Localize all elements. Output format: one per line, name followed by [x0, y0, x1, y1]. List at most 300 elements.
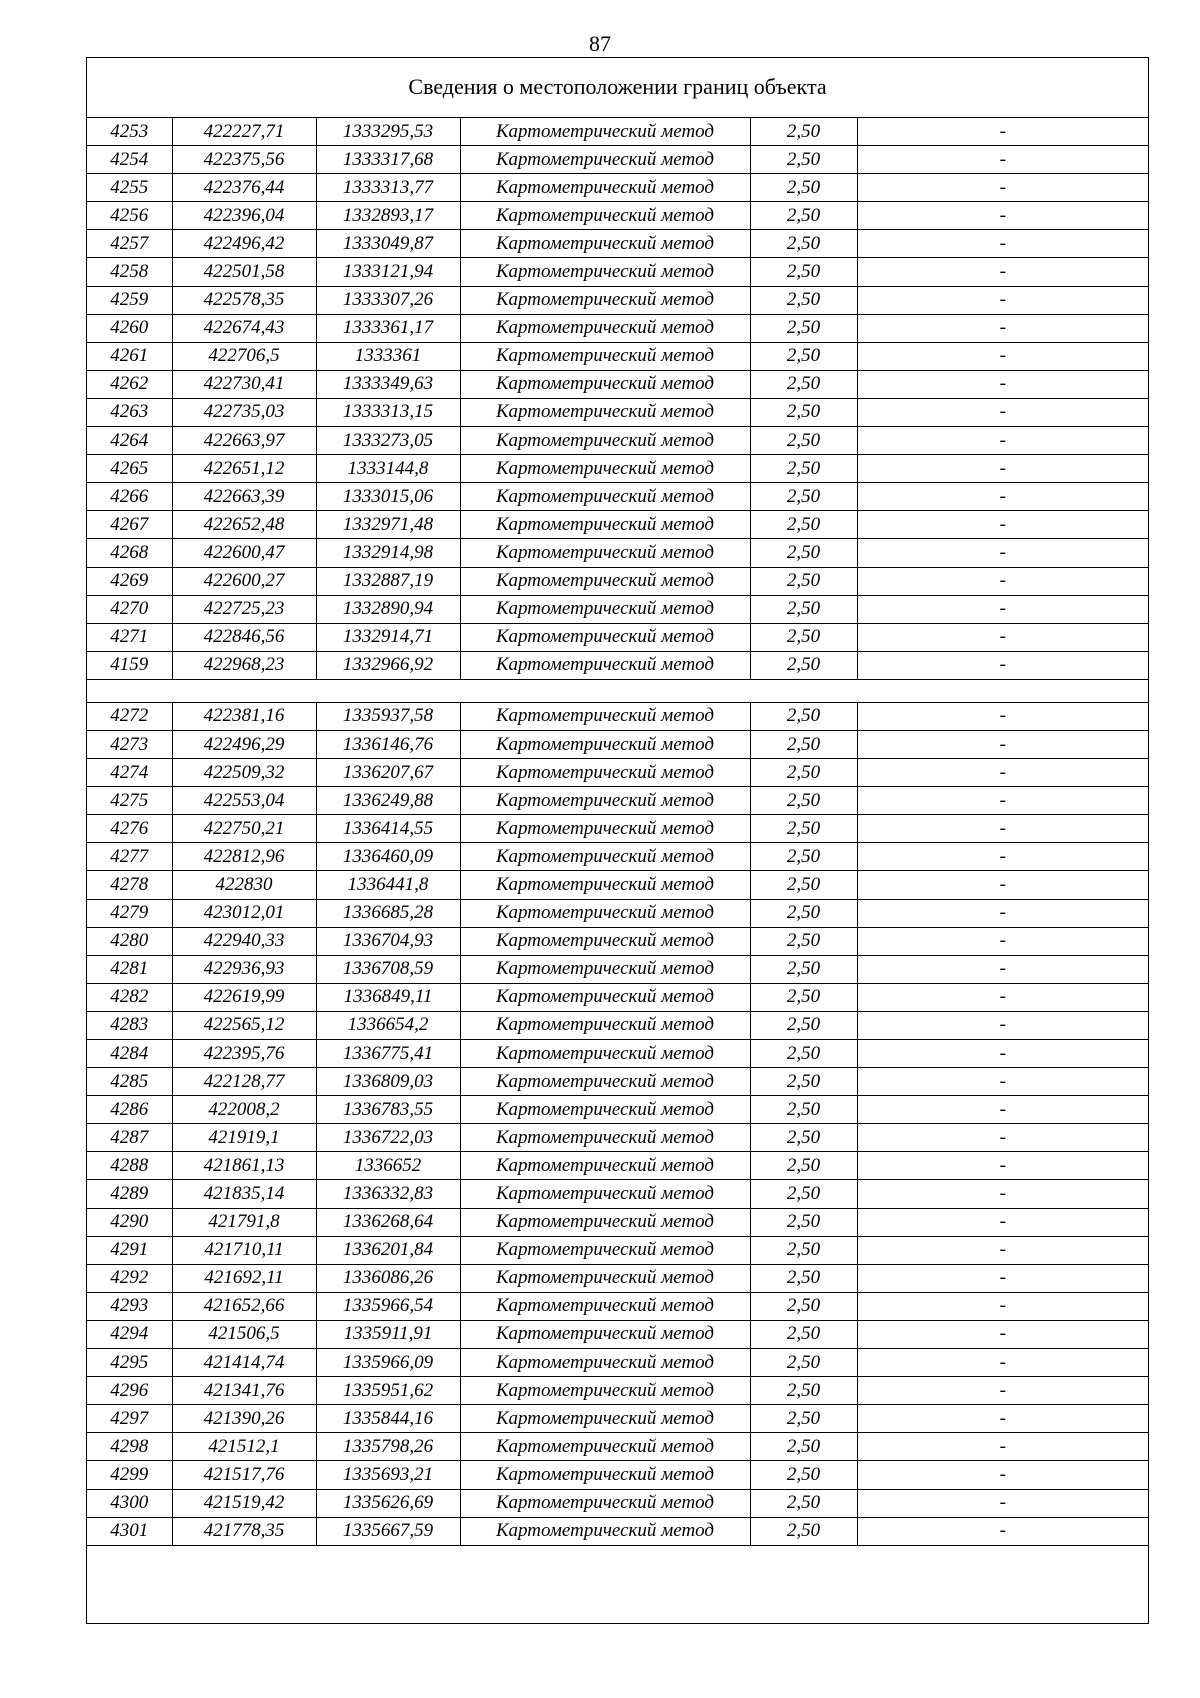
y-coordinate-cell: 1335667,59: [316, 1517, 460, 1545]
y-coordinate-cell: 1333349,63: [316, 370, 460, 398]
method-cell: Картометрический метод: [460, 230, 750, 258]
table-row: [87, 427, 1148, 455]
point-number-cell: 4295: [87, 1349, 172, 1377]
y-coordinate-cell: 1332914,98: [316, 539, 460, 567]
accuracy-cell: 2,50: [750, 286, 857, 314]
accuracy-cell: 2,50: [750, 174, 857, 202]
y-coordinate-cell: 1336249,88: [316, 787, 460, 815]
accuracy-cell: 2,50: [750, 899, 857, 927]
x-coordinate-cell: 422750,21: [172, 815, 316, 843]
point-number-cell: 4284: [87, 1040, 172, 1068]
description-cell: -: [857, 899, 1148, 927]
x-coordinate-cell: 421692,11: [172, 1264, 316, 1292]
y-coordinate-cell: 1336775,41: [316, 1040, 460, 1068]
description-cell: -: [857, 1068, 1148, 1096]
x-coordinate-cell: 422674,43: [172, 314, 316, 342]
x-coordinate-cell: 421506,5: [172, 1320, 316, 1348]
description-cell: -: [857, 118, 1148, 146]
method-cell: Картометрический метод: [460, 455, 750, 483]
point-number-cell: 4288: [87, 1152, 172, 1180]
method-cell: Картометрический метод: [460, 815, 750, 843]
accuracy-cell: 2,50: [750, 1461, 857, 1489]
table-row: [87, 1489, 1148, 1517]
y-coordinate-cell: 1335844,16: [316, 1405, 460, 1433]
accuracy-cell: 2,50: [750, 1405, 857, 1433]
method-cell: Картометрический метод: [460, 1068, 750, 1096]
accuracy-cell: 2,50: [750, 1433, 857, 1461]
point-number-cell: 4254: [87, 146, 172, 174]
point-number-cell: 4298: [87, 1433, 172, 1461]
group-separator-cell: [87, 679, 1148, 702]
accuracy-cell: 2,50: [750, 567, 857, 595]
table-row: [87, 118, 1148, 146]
table-row: [87, 787, 1148, 815]
accuracy-cell: 2,50: [750, 202, 857, 230]
point-number-cell: 4255: [87, 174, 172, 202]
table-row: [87, 230, 1148, 258]
x-coordinate-cell: 422652,48: [172, 511, 316, 539]
method-cell: Картометрический метод: [460, 202, 750, 230]
point-number-cell: 4263: [87, 398, 172, 426]
description-cell: -: [857, 1040, 1148, 1068]
accuracy-cell: 2,50: [750, 398, 857, 426]
method-cell: Картометрический метод: [460, 1320, 750, 1348]
accuracy-cell: 2,50: [750, 146, 857, 174]
accuracy-cell: 2,50: [750, 1349, 857, 1377]
y-coordinate-cell: 1336332,83: [316, 1180, 460, 1208]
table-row: [87, 955, 1148, 983]
method-cell: Картометрический метод: [460, 539, 750, 567]
point-number-cell: 4270: [87, 595, 172, 623]
description-cell: -: [857, 787, 1148, 815]
table-row: [87, 871, 1148, 899]
y-coordinate-cell: 1332893,17: [316, 202, 460, 230]
method-cell: Картометрический метод: [460, 1264, 750, 1292]
x-coordinate-cell: 421517,76: [172, 1461, 316, 1489]
table-row: [87, 1433, 1148, 1461]
point-number-cell: 4289: [87, 1180, 172, 1208]
description-cell: -: [857, 595, 1148, 623]
accuracy-cell: 2,50: [750, 1236, 857, 1264]
accuracy-cell: 2,50: [750, 651, 857, 679]
point-number-cell: 4290: [87, 1208, 172, 1236]
description-cell: -: [857, 202, 1148, 230]
accuracy-cell: 2,50: [750, 483, 857, 511]
x-coordinate-cell: 422725,23: [172, 595, 316, 623]
y-coordinate-cell: 1335966,54: [316, 1292, 460, 1320]
description-cell: -: [857, 1236, 1148, 1264]
method-cell: Картометрический метод: [460, 651, 750, 679]
point-number-cell: 4281: [87, 955, 172, 983]
description-cell: -: [857, 955, 1148, 983]
accuracy-cell: 2,50: [750, 314, 857, 342]
description-cell: -: [857, 1461, 1148, 1489]
point-number-cell: 4261: [87, 342, 172, 370]
accuracy-cell: 2,50: [750, 623, 857, 651]
method-cell: Картометрический метод: [460, 623, 750, 651]
description-cell: -: [857, 1124, 1148, 1152]
x-coordinate-cell: 422496,29: [172, 730, 316, 758]
point-number-cell: 4278: [87, 871, 172, 899]
x-coordinate-cell: 422128,77: [172, 1068, 316, 1096]
accuracy-cell: 2,50: [750, 1096, 857, 1124]
accuracy-cell: 2,50: [750, 927, 857, 955]
x-coordinate-cell: 422227,71: [172, 118, 316, 146]
accuracy-cell: 2,50: [750, 1489, 857, 1517]
table-row: [87, 1236, 1148, 1264]
x-coordinate-cell: 422812,96: [172, 843, 316, 871]
accuracy-cell: 2,50: [750, 1068, 857, 1096]
y-coordinate-cell: 1336849,11: [316, 983, 460, 1011]
x-coordinate-cell: 422706,5: [172, 342, 316, 370]
table-row: [87, 983, 1148, 1011]
accuracy-cell: 2,50: [750, 370, 857, 398]
description-cell: -: [857, 1489, 1148, 1517]
table-row: [87, 1292, 1148, 1320]
x-coordinate-cell: 422663,39: [172, 483, 316, 511]
y-coordinate-cell: 1336268,64: [316, 1208, 460, 1236]
y-coordinate-cell: 1332971,48: [316, 511, 460, 539]
accuracy-cell: 2,50: [750, 342, 857, 370]
description-cell: -: [857, 1517, 1148, 1545]
method-cell: Картометрический метод: [460, 1096, 750, 1124]
y-coordinate-cell: 1335937,58: [316, 702, 460, 730]
description-cell: -: [857, 539, 1148, 567]
table-row: [87, 1068, 1148, 1096]
y-coordinate-cell: 1333121,94: [316, 258, 460, 286]
method-cell: Картометрический метод: [460, 1180, 750, 1208]
method-cell: Картометрический метод: [460, 1292, 750, 1320]
y-coordinate-cell: 1333015,06: [316, 483, 460, 511]
y-coordinate-cell: 1335951,62: [316, 1377, 460, 1405]
y-coordinate-cell: 1336414,55: [316, 815, 460, 843]
method-cell: Картометрический метод: [460, 398, 750, 426]
description-cell: -: [857, 427, 1148, 455]
x-coordinate-cell: 422936,93: [172, 955, 316, 983]
method-cell: Картометрический метод: [460, 759, 750, 787]
method-cell: Картометрический метод: [460, 843, 750, 871]
description-cell: -: [857, 871, 1148, 899]
x-coordinate-cell: 422578,35: [172, 286, 316, 314]
accuracy-cell: 2,50: [750, 258, 857, 286]
description-cell: -: [857, 730, 1148, 758]
point-number-cell: 4258: [87, 258, 172, 286]
table-row: [87, 174, 1148, 202]
y-coordinate-cell: 1333273,05: [316, 427, 460, 455]
accuracy-cell: 2,50: [750, 759, 857, 787]
point-number-cell: 4253: [87, 118, 172, 146]
method-cell: Картометрический метод: [460, 787, 750, 815]
description-cell: -: [857, 651, 1148, 679]
method-cell: Картометрический метод: [460, 314, 750, 342]
point-number-cell: 4275: [87, 787, 172, 815]
table-row: [87, 1152, 1148, 1180]
point-number-cell: 4265: [87, 455, 172, 483]
method-cell: Картометрический метод: [460, 595, 750, 623]
accuracy-cell: 2,50: [750, 1517, 857, 1545]
description-cell: -: [857, 1011, 1148, 1039]
accuracy-cell: 2,50: [750, 1320, 857, 1348]
method-cell: Картометрический метод: [460, 342, 750, 370]
point-number-cell: 4260: [87, 314, 172, 342]
point-number-cell: 4271: [87, 623, 172, 651]
method-cell: Картометрический метод: [460, 899, 750, 927]
method-cell: Картометрический метод: [460, 258, 750, 286]
method-cell: Картометрический метод: [460, 174, 750, 202]
method-cell: Картометрический метод: [460, 511, 750, 539]
x-coordinate-cell: 421791,8: [172, 1208, 316, 1236]
x-coordinate-cell: 422381,16: [172, 702, 316, 730]
point-number-cell: 4268: [87, 539, 172, 567]
method-cell: Картометрический метод: [460, 730, 750, 758]
table-row: [87, 623, 1148, 651]
table-row: [87, 398, 1148, 426]
method-cell: Картометрический метод: [460, 1152, 750, 1180]
x-coordinate-cell: 422735,03: [172, 398, 316, 426]
method-cell: Картометрический метод: [460, 1124, 750, 1152]
x-coordinate-cell: 422663,97: [172, 427, 316, 455]
method-cell: Картометрический метод: [460, 118, 750, 146]
method-cell: Картометрический метод: [460, 370, 750, 398]
x-coordinate-cell: 423012,01: [172, 899, 316, 927]
point-number-cell: 4257: [87, 230, 172, 258]
description-cell: -: [857, 843, 1148, 871]
table-row: [87, 483, 1148, 511]
x-coordinate-cell: 422565,12: [172, 1011, 316, 1039]
y-coordinate-cell: 1332890,94: [316, 595, 460, 623]
table-row: [87, 1124, 1148, 1152]
y-coordinate-cell: 1333313,15: [316, 398, 460, 426]
table-row: [87, 702, 1148, 730]
accuracy-cell: 2,50: [750, 230, 857, 258]
table-row: [87, 1377, 1148, 1405]
x-coordinate-cell: 422008,2: [172, 1096, 316, 1124]
point-number-cell: 4266: [87, 483, 172, 511]
method-cell: Картометрический метод: [460, 1236, 750, 1264]
description-cell: -: [857, 258, 1148, 286]
x-coordinate-cell: 422730,41: [172, 370, 316, 398]
y-coordinate-cell: 1333313,77: [316, 174, 460, 202]
group-separator-row: [87, 679, 1148, 702]
y-coordinate-cell: 1333144,8: [316, 455, 460, 483]
method-cell: Картометрический метод: [460, 1011, 750, 1039]
accuracy-cell: 2,50: [750, 595, 857, 623]
point-number-cell: 4300: [87, 1489, 172, 1517]
y-coordinate-cell: 1336708,59: [316, 955, 460, 983]
table-row: [87, 258, 1148, 286]
method-cell: Картометрический метод: [460, 483, 750, 511]
y-coordinate-cell: 1336460,09: [316, 843, 460, 871]
table-row: [87, 899, 1148, 927]
method-cell: Картометрический метод: [460, 567, 750, 595]
y-coordinate-cell: 1336704,93: [316, 927, 460, 955]
y-coordinate-cell: 1333307,26: [316, 286, 460, 314]
point-number-cell: 4256: [87, 202, 172, 230]
y-coordinate-cell: 1336207,67: [316, 759, 460, 787]
point-number-cell: 4273: [87, 730, 172, 758]
table-row: [87, 539, 1148, 567]
point-number-cell: 4283: [87, 1011, 172, 1039]
method-cell: Картометрический метод: [460, 1517, 750, 1545]
description-cell: -: [857, 1208, 1148, 1236]
point-number-cell: 4262: [87, 370, 172, 398]
description-cell: -: [857, 815, 1148, 843]
method-cell: Картометрический метод: [460, 1405, 750, 1433]
description-cell: -: [857, 1320, 1148, 1348]
table-row: [87, 342, 1148, 370]
description-cell: -: [857, 702, 1148, 730]
y-coordinate-cell: 1335966,09: [316, 1349, 460, 1377]
point-number-cell: 4301: [87, 1517, 172, 1545]
point-number-cell: 4299: [87, 1461, 172, 1489]
x-coordinate-cell: 422501,58: [172, 258, 316, 286]
point-number-cell: 4269: [87, 567, 172, 595]
table-row: [87, 286, 1148, 314]
accuracy-cell: 2,50: [750, 539, 857, 567]
description-cell: -: [857, 1264, 1148, 1292]
table-row: [87, 455, 1148, 483]
point-number-cell: 4277: [87, 843, 172, 871]
x-coordinate-cell: 421390,26: [172, 1405, 316, 1433]
description-cell: -: [857, 1433, 1148, 1461]
table-row: [87, 1461, 1148, 1489]
table-row: [87, 1180, 1148, 1208]
description-cell: -: [857, 1096, 1148, 1124]
y-coordinate-cell: 1332887,19: [316, 567, 460, 595]
method-cell: Картометрический метод: [460, 286, 750, 314]
y-coordinate-cell: 1335693,21: [316, 1461, 460, 1489]
method-cell: Картометрический метод: [460, 702, 750, 730]
x-coordinate-cell: 422830: [172, 871, 316, 899]
x-coordinate-cell: 421835,14: [172, 1180, 316, 1208]
x-coordinate-cell: 422395,76: [172, 1040, 316, 1068]
y-coordinate-cell: 1336685,28: [316, 899, 460, 927]
accuracy-cell: 2,50: [750, 455, 857, 483]
table-row: [87, 1349, 1148, 1377]
accuracy-cell: 2,50: [750, 1180, 857, 1208]
table-row: [87, 146, 1148, 174]
table-row: [87, 595, 1148, 623]
y-coordinate-cell: 1333049,87: [316, 230, 460, 258]
point-number-cell: 4159: [87, 651, 172, 679]
point-number-cell: 4279: [87, 899, 172, 927]
accuracy-cell: 2,50: [750, 1292, 857, 1320]
description-cell: -: [857, 483, 1148, 511]
method-cell: Картометрический метод: [460, 1377, 750, 1405]
x-coordinate-cell: 421519,42: [172, 1489, 316, 1517]
table-row: [87, 651, 1148, 679]
accuracy-cell: 2,50: [750, 1264, 857, 1292]
method-cell: Картометрический метод: [460, 1461, 750, 1489]
description-cell: -: [857, 1180, 1148, 1208]
point-number-cell: 4276: [87, 815, 172, 843]
method-cell: Картометрический метод: [460, 1208, 750, 1236]
description-cell: -: [857, 455, 1148, 483]
method-cell: Картометрический метод: [460, 927, 750, 955]
x-coordinate-cell: 421919,1: [172, 1124, 316, 1152]
description-cell: -: [857, 398, 1148, 426]
description-cell: -: [857, 1349, 1148, 1377]
accuracy-cell: 2,50: [750, 787, 857, 815]
x-coordinate-cell: 421341,76: [172, 1377, 316, 1405]
accuracy-cell: 2,50: [750, 1124, 857, 1152]
table-row: [87, 511, 1148, 539]
point-number-cell: 4293: [87, 1292, 172, 1320]
method-cell: Картометрический метод: [460, 871, 750, 899]
method-cell: Картометрический метод: [460, 1349, 750, 1377]
accuracy-cell: 2,50: [750, 427, 857, 455]
x-coordinate-cell: 422396,04: [172, 202, 316, 230]
y-coordinate-cell: 1333295,53: [316, 118, 460, 146]
accuracy-cell: 2,50: [750, 955, 857, 983]
y-coordinate-cell: 1335911,91: [316, 1320, 460, 1348]
accuracy-cell: 2,50: [750, 1208, 857, 1236]
table-row: [87, 202, 1148, 230]
x-coordinate-cell: 422376,44: [172, 174, 316, 202]
accuracy-cell: 2,50: [750, 815, 857, 843]
method-cell: Картометрический метод: [460, 146, 750, 174]
description-cell: -: [857, 370, 1148, 398]
accuracy-cell: 2,50: [750, 843, 857, 871]
method-cell: Картометрический метод: [460, 1433, 750, 1461]
accuracy-cell: 2,50: [750, 511, 857, 539]
x-coordinate-cell: 422968,23: [172, 651, 316, 679]
y-coordinate-cell: 1336654,2: [316, 1011, 460, 1039]
x-coordinate-cell: 422375,56: [172, 146, 316, 174]
method-cell: Картометрический метод: [460, 427, 750, 455]
accuracy-cell: 2,50: [750, 871, 857, 899]
y-coordinate-cell: 1332966,92: [316, 651, 460, 679]
point-number-cell: 4259: [87, 286, 172, 314]
y-coordinate-cell: 1335798,26: [316, 1433, 460, 1461]
table-row: [87, 1264, 1148, 1292]
table-row: [87, 1208, 1148, 1236]
description-cell: -: [857, 1377, 1148, 1405]
table-row: [87, 1096, 1148, 1124]
table-title: Сведения о местоположении границ объекта: [87, 58, 1148, 118]
x-coordinate-cell: 422496,42: [172, 230, 316, 258]
table-row: [87, 815, 1148, 843]
method-cell: Картометрический метод: [460, 1040, 750, 1068]
point-number-cell: 4294: [87, 1320, 172, 1348]
point-number-cell: 4285: [87, 1068, 172, 1096]
x-coordinate-cell: 421652,66: [172, 1292, 316, 1320]
accuracy-cell: 2,50: [750, 1152, 857, 1180]
point-number-cell: 4267: [87, 511, 172, 539]
point-number-cell: 4292: [87, 1264, 172, 1292]
x-coordinate-cell: 422553,04: [172, 787, 316, 815]
point-number-cell: 4272: [87, 702, 172, 730]
table-row: [87, 567, 1148, 595]
point-number-cell: 4286: [87, 1096, 172, 1124]
boundary-table-frame: [86, 57, 1149, 1624]
description-cell: -: [857, 342, 1148, 370]
description-cell: -: [857, 759, 1148, 787]
table-row: [87, 1405, 1148, 1433]
description-cell: -: [857, 1292, 1148, 1320]
table-body: [87, 118, 1148, 1545]
x-coordinate-cell: 422600,47: [172, 539, 316, 567]
description-cell: -: [857, 927, 1148, 955]
x-coordinate-cell: 421861,13: [172, 1152, 316, 1180]
y-coordinate-cell: 1333317,68: [316, 146, 460, 174]
y-coordinate-cell: 1336809,03: [316, 1068, 460, 1096]
x-coordinate-cell: 422600,27: [172, 567, 316, 595]
accuracy-cell: 2,50: [750, 1040, 857, 1068]
x-coordinate-cell: 422846,56: [172, 623, 316, 651]
x-coordinate-cell: 422651,12: [172, 455, 316, 483]
description-cell: -: [857, 174, 1148, 202]
